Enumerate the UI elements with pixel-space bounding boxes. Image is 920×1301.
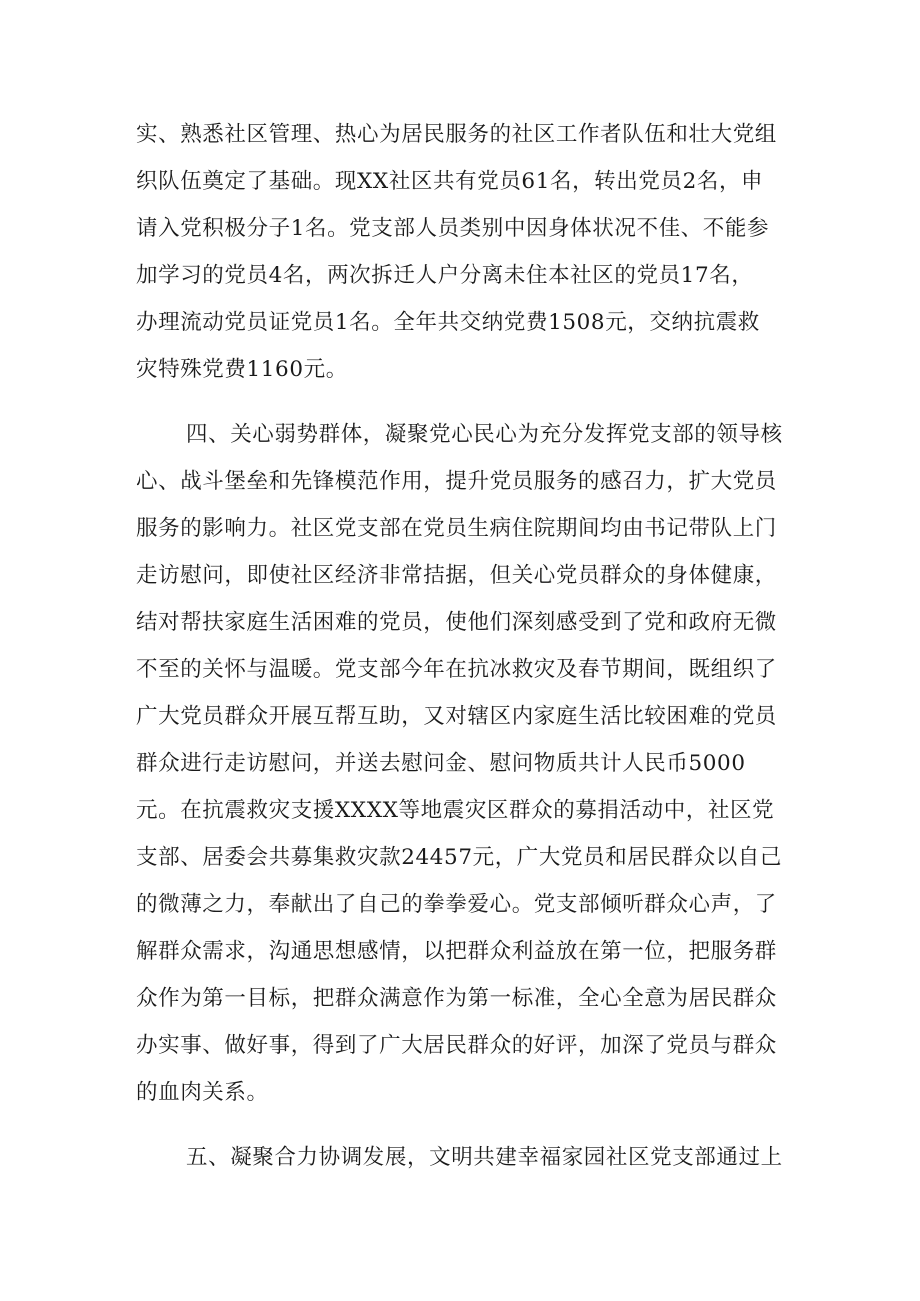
text-line: 走访慰问，即使社区经济非常拮据，但关心党员群众的身体健康，: [136, 563, 777, 588]
text-line: 实、熟悉社区管理、热心为居民服务的社区工作者队伍和壮大党组: [136, 122, 777, 147]
text-line: 织队伍奠定了基础。现XX社区共有党员61名，转出党员2名，申: [136, 169, 764, 194]
text-line: 心、战斗堡垒和先锋模范作用，提升党员服务的感召力，扩大党员: [136, 469, 777, 494]
text-line: 元。在抗震救灾支援XXXX等地震灾区群众的募捐活动中，社区党: [136, 798, 775, 823]
text-line: 服务的影响力。社区党支部在党员生病住院期间均由书记带队上门: [136, 516, 777, 541]
text-line: 灾特殊党费1160元。: [136, 357, 348, 382]
text-line: 的微薄之力，奉献出了自己的拳拳爱心。党支部倾听群众心声，了: [136, 892, 777, 917]
text-line: 广大党员群众开展互帮互助，又对辖区内家庭生活比较困难的党员: [136, 704, 777, 729]
text-line: 请入党积极分子1名。党支部人员类别中因身体状况不佳、不能参: [136, 216, 770, 241]
text-line: 办实事、做好事，得到了广大居民群众的好评，加深了党员与群众: [136, 1033, 777, 1058]
section-four-first-line: 四、关心弱势群体，凝聚党心民心为充分发挥党支部的领导核: [186, 422, 783, 447]
text-line: 支部、居委会共募集救灾款24457元，广大党员和居民群众以自己: [136, 845, 782, 870]
text-line: 的血肉关系。: [136, 1080, 269, 1105]
text-line: 办理流动党员证党员1名。全年共交纳党费1508元，交纳抗震救: [136, 310, 760, 335]
text-line: 群众进行走访慰问，并送去慰问金、慰问物质共计人民币5000: [136, 751, 746, 776]
section-five-first-line: 五、凝聚合力协调发展，文明共建幸福家园社区党支部通过上: [186, 1145, 783, 1170]
text-line: 结对帮扶家庭生活困难的党员，使他们深刻感受到了党和政府无微: [136, 610, 777, 635]
text-line: 不至的关怀与温暖。党支部今年在抗冰救灾及春节期间，既组织了: [136, 657, 777, 682]
text-line: 众作为第一目标，把群众满意作为第一标准，全心全意为居民群众: [136, 986, 777, 1011]
text-line: 加学习的党员4名，两次拆迁人户分离未住本社区的党员17名，: [136, 263, 754, 288]
text-line: 解群众需求，沟通思想感情，以把群众利益放在第一位，把服务群: [136, 939, 777, 964]
